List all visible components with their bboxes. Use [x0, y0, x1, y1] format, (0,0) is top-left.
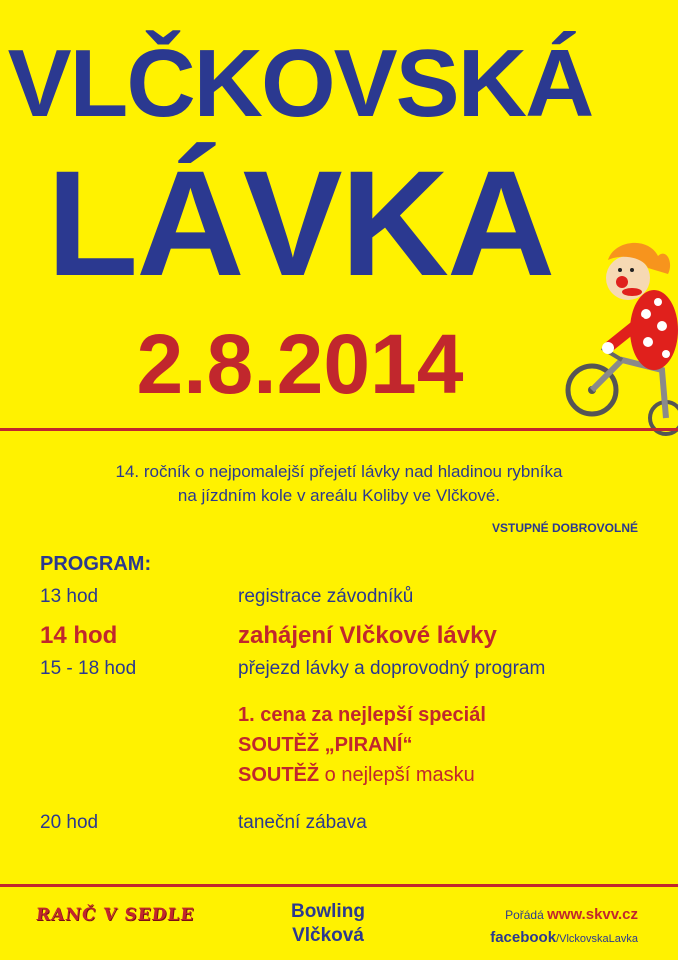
title-line-2: LÁVKA [46, 139, 554, 307]
contest-pirani-text: SOUTĚŽ „PIRANÍ“ [238, 734, 413, 756]
contest-mask-text [238, 764, 475, 787]
facebook-path: /VlckovskaLavka [556, 933, 638, 945]
program-time: 15 - 18 hod [40, 658, 137, 679]
title-line-1: VLČKOVSKÁ [7, 30, 593, 137]
program-time: 20 hod [40, 812, 99, 833]
bowling-line-2: Vlčková [292, 925, 364, 946]
bowling-vlckova-logo [268, 900, 388, 948]
facebook-label: facebook [490, 929, 557, 946]
intro-text [0, 460, 678, 508]
organizer-label: Pořádá [505, 908, 548, 922]
event-date: 2.8.2014 [136, 317, 464, 411]
bowling-line-1: Bowling [291, 901, 365, 922]
entry-fee-note: VSTUPNÉ DOBROVOLNÉ [491, 521, 638, 535]
program-desc: přejezd lávky a doprovodný program [238, 658, 546, 679]
program-heading: PROGRAM: [40, 553, 152, 575]
website-link[interactable]: www.skvv.cz [547, 906, 638, 923]
intro-line-2: na jízdním kole v areálu Koliby ve Vlčkové. [177, 486, 501, 505]
clown-on-bike-illustration [562, 230, 678, 440]
contest-mask-bold: SOUTĚŽ [238, 764, 320, 786]
ranc-v-sedle-logo: RANČ V SEDLE [34, 905, 196, 925]
program-time: 13 hod [40, 586, 99, 607]
prize-text: 1. cena za nejlepší speciál [238, 704, 486, 726]
intro-line-1: 14. ročník o nejpomalejší přejetí lávky nad hladinou rybníka [115, 462, 563, 481]
program-desc: registrace závodníků [238, 586, 414, 607]
contest-mask-rest: o nejlepší masku [319, 764, 475, 786]
program-time: 14 hod [40, 622, 118, 649]
program-desc: taneční zábava [238, 812, 367, 833]
facebook-line[interactable] [490, 929, 638, 946]
top-divider [0, 428, 678, 431]
program-desc: zahájení Vlčkové lávky [238, 622, 497, 649]
bottom-divider [0, 884, 678, 887]
organizer-line [505, 906, 638, 923]
